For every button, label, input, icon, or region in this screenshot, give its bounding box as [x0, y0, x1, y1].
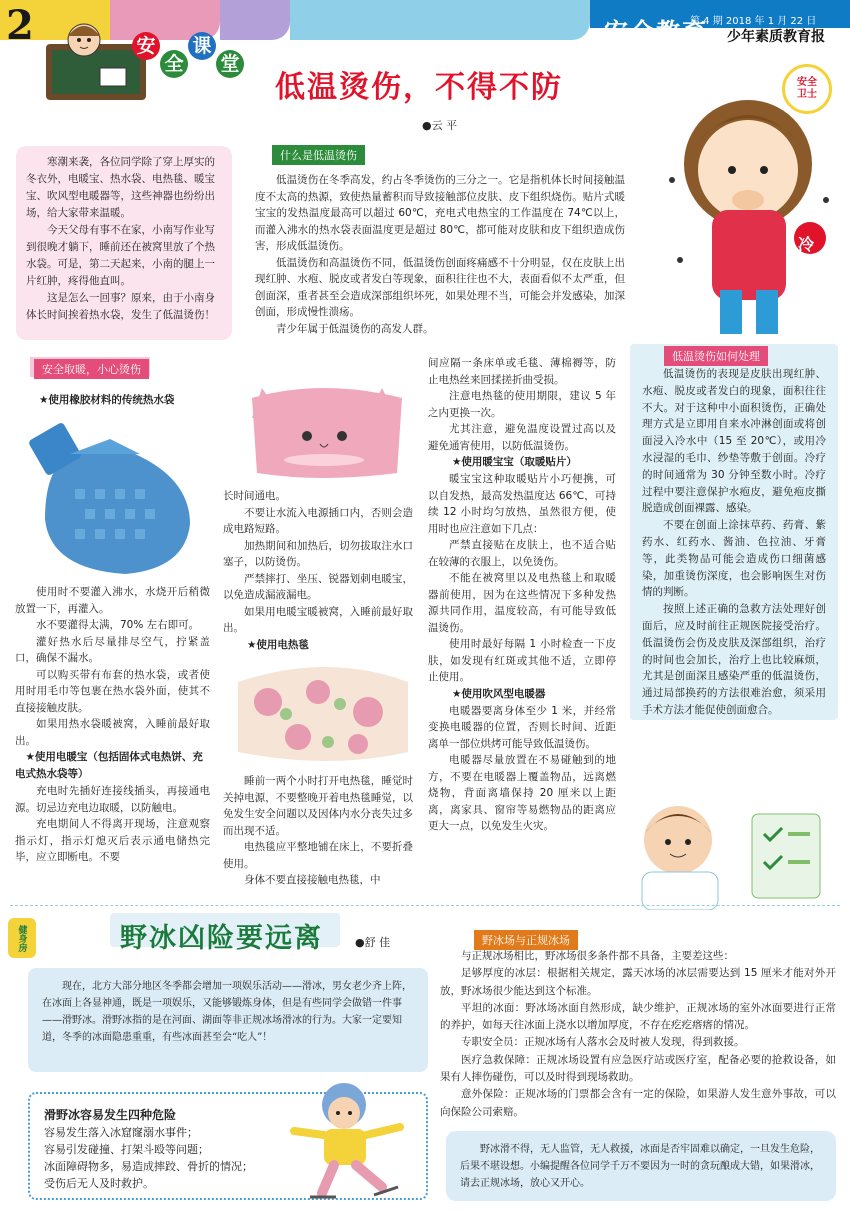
hot-water-bag-image — [15, 409, 210, 584]
danger-line: 受伤后无人及时救护。 — [44, 1177, 154, 1190]
article-title: 低温烫伤，不得不防 — [275, 70, 563, 105]
treatment-paragraph: 按照上述正确的急救方法处理好创面后，应及时前往正规医院接受治疗。低温烫伤会伤及皮肤及深部组织，治疗的时间也会加长，治疗上也比较麻烦，尤其是创面深且感染严重的低温烫伤，通过局部换药的方法很难治愈，须采用手术方法才能促使创面愈合。 — [642, 603, 826, 716]
fitness-side-text: 健身房 — [16, 924, 27, 952]
band-seg-blue — [290, 0, 590, 40]
treatment-box — [630, 344, 838, 720]
ice-article-title: 野冰凶险要远离 — [120, 923, 323, 954]
body-paragraph: 严禁摔打、坐压、锐器划刺电暖宝，以免造成漏液漏电。 — [223, 572, 413, 601]
safety-note-box — [446, 1131, 836, 1201]
danger-line: 容易引发碰撞、打架斗殴等问题； — [44, 1143, 209, 1156]
fitness-side-label — [8, 918, 36, 958]
body-paragraph: 低温烫伤和高温烫伤不同，低温烫伤创面疼痛感不十分明显，仅在皮肤上出现红肿、水疱、脱皮或者发白等现象，面积往往也不大，表面看似不太严重，但创面深，重者甚至会造成深部组织坏死，如果处理不当，可能会并发感染，加深创面，形成慢性溃疡。 — [255, 256, 625, 318]
intro-paragraph: 这是怎么一回事？原来，由于小南身体长时间挨着热水袋，发生了低温烫伤！ — [26, 292, 215, 321]
danger-line: 冰面障碍物多，易造成摔跤、骨折的情况； — [44, 1160, 253, 1173]
body-paragraph: 暖宝宝这种取暖贴片小巧便携，可以自发热，最高发热温度达 66℃，可持续 12 小时均匀放热，虽然很方便，使用时也应注意如下几点： — [428, 473, 616, 535]
column-2-bottom — [223, 773, 413, 889]
body-paragraph: 使用时不要灌入沸水，水烧开后稍微放置一下，再灌入。 — [15, 586, 210, 615]
column-2-top — [223, 488, 413, 654]
body-paragraph: 睡前一两个小时打开电热毯，睡觉时关掉电源，不要整晚开着电热毯睡觉，以免发生安全问题以及因体内水分丧失过多而出现不适。 — [223, 775, 413, 837]
compare-paragraph: 足够厚度的冰层：根据相关规定，露天冰场的冰层需要达到 15 厘米才能对外开放，野冰场很少能达到这个标准。 — [440, 967, 836, 997]
compare-paragraph: 意外保险：正规冰场的门票都会含有一定的保险，如果游人发生意外事故，可以向保险公司索赔。 — [440, 1088, 836, 1118]
issue-date: 第 4 期 2018 年 1 月 22 日 — [690, 16, 817, 27]
body-paragraph: 青少年属于低温烫伤的高发人群。 — [276, 322, 434, 335]
section-divider — [10, 905, 840, 906]
sub-heading: ★使用电热毯 — [247, 638, 309, 651]
body-paragraph: 电热毯应平整地铺在床上，不要折叠使用。 — [223, 841, 413, 870]
column-logo — [40, 10, 260, 110]
body-paragraph: 如果用电暖宝暖被窝，入睡前最好取出。 — [223, 605, 413, 634]
body-paragraph: 灌好热水后尽量排尽空气，拧紧盖口，确保不漏水。 — [15, 635, 210, 664]
body-paragraph: 不能在被窝里以及电热毯上和取暖器前使用，因为在这些情况下多种发热源共同作用，温度较高，有可能导致低温烫伤。 — [428, 572, 616, 634]
body-paragraph: 充电期间人不得离开现场，注意观察指示灯，指示灯熄灭后表示通电储热完毕，应立即断电。不要 — [15, 818, 210, 863]
safety-note-text: 野冰滑不得，无人监管，无人救援，冰面是否牢固难以确定，一旦发生危险，后果不堪设想。小编提醒各位同学千万不要因为一时的贪玩酿成大错，如果滑冰，请去正规冰场，放心又开心。 — [460, 1144, 820, 1189]
body-paragraph: 尤其注意，避免温度设置过高以及避免通宵使用，以防低温烫伤。 — [428, 423, 616, 452]
column-char-4: 堂 — [216, 50, 244, 78]
electric-warmer-image — [232, 378, 412, 483]
body-paragraph: 可以购买带有布套的热水袋，或者使用时用毛巾等包裹在热水袋外面，使其不直接接触皮肤。 — [15, 668, 210, 714]
ice-article-byline: ●舒 佳 — [355, 936, 391, 949]
column-char-2: 全 — [160, 50, 188, 78]
danger-line: 容易发生落入冰窟窿溺水事件； — [44, 1126, 198, 1139]
treatment-paragraph: 不要在创面上涂抹草药、药膏、紫药水、红药水、酱油、色拉油、牙膏等，此类物品可能会造成伤口细菌感染，加重烫伤深度，也会影响医生对伤情的判断。 — [642, 519, 826, 599]
column-3 — [428, 355, 616, 835]
column-char-1: 安 — [132, 32, 160, 60]
compare-paragraph: 与正规冰场相比，野冰场很多条件都不具备，主要差这些： — [461, 950, 734, 962]
section-badge-compare: 野冰场与正规冰场 — [474, 930, 578, 950]
column-char-3: 课 — [188, 32, 216, 60]
doctor-illustration — [628, 790, 840, 910]
ice-intro-paragraph: 现在，北方大部分地区冬季都会增加一项娱乐活动——滑冰，男女老少齐上阵，在冰面上各显神通，既是一项娱乐，又能够锻炼身体，但是有些同学会做错一件事——滑野冰。滑野冰指的是在河面、湖面等非正规冰场滑冰的行为。大家一定要知道，冬季的冰面隐患重重，有些冰面甚至会“吃人”！ — [42, 981, 412, 1043]
safety-guard-text: 安全卫士 — [797, 77, 817, 100]
body-paragraph: 电暖器要离身体至少 1 米，并经常变换电暖器的位置，否则长时间、近距离单一部位烘烤可能导致低温烫伤。 — [428, 704, 616, 750]
body-paragraph: 注意电热毯的使用期限，建议 5 年之内更换一次。 — [428, 390, 616, 419]
column-1 — [15, 392, 210, 866]
cold-char-bubble: 冷 — [798, 235, 815, 254]
compare-paragraph: 专职安全员：正规冰场有人落水会及时被人发现，得到救援。 — [461, 1036, 745, 1049]
treatment-paragraph: 低温烫伤的表现是皮肤出现红肿、水疱、脱皮或者发白的现象，面积往往不大。对于这种中小面积烫伤，正确处理方式是立即用自来水冲淋创面或将创面浸入冷水中（15 至 20℃），或用冷水浸湿的毛巾、纱垫等敷于创面。冷疗的时间通常为 30 分钟至数小时。冷疗过程中要注意保护水疱皮，避免疱皮撕脱造成创面裸露、感染。 — [642, 368, 826, 515]
article-byline: ●云 平 — [422, 119, 458, 132]
body-paragraph: 长时间通电。 — [223, 490, 286, 502]
cold-girl-illustration — [660, 60, 840, 340]
skater-illustration — [282, 1075, 422, 1205]
sub-heading: ★使用吹风型电暖器 — [452, 687, 546, 700]
body-paragraph: 充电时先插好连接线插头，再接通电源。切忌边充电边取暖，以防触电。 — [15, 785, 210, 814]
ice-compare-text — [440, 948, 836, 1121]
section-badge-warm: 安全取暖，小心烫伤 — [34, 359, 149, 379]
sub-heading: ★使用橡胶材料的传统热水袋 — [39, 394, 175, 406]
compare-paragraph: 平坦的冰面：野冰场冰面自然形成，缺少维护，正规冰场的室外冰面要进行正常的养护，如每天往冰面上浇水以增加厚度，不存在疙疙瘩瘩的情况。 — [440, 1001, 836, 1032]
electric-blanket-image — [228, 652, 418, 770]
body-paragraph: 水不要灌得太满，70% 左右即可。 — [36, 619, 200, 631]
intro-paragraph: 今天父母有事不在家，小南写作业写到很晚才躺下，睡前还在被窝里放了个热水袋。可是，第二天起来，小南的腿上一片红肿，疼得他直叫。 — [26, 224, 215, 287]
body-paragraph: 如果用热水袋暖被窝，入睡前最好取出。 — [15, 718, 210, 747]
page-number: 2 — [6, 2, 34, 49]
body-paragraph: 加热期间和加热后，切勿拔取注水口塞子，以防烫伤。 — [223, 539, 413, 568]
sub-heading: ★使用电暖宝（包括固体式电热饼、充电式热水袋等） — [15, 751, 203, 780]
section-badge-treatment: 低温烫伤如何处理 — [664, 346, 768, 366]
body-paragraph: 低温烫伤在冬季高发，约占冬季烫伤的三分之一。它是指机体长时间接触温度不太高的热源，致使热量蓄积而导致接触部位皮肤、皮下组织烧伤。贴片式暖宝宝的发热温度最高可以超过 60℃，充电式电热宝的工作温度在 74℃以上，而灌入沸水的热水袋表面温度更是超过 80℃，都可能对皮肤和皮下组织造成伤害，形成低温烫伤。 — [255, 174, 625, 252]
what-is-text — [255, 172, 625, 337]
paper-name: 少年素质教育报 — [727, 29, 825, 45]
body-paragraph: 电暖器尽量放置在不易碰触到的地方，不要在电暖器上覆盖物品，远离燃烧物，背面离墙保持 20 厘米以上距离，离家具、窗帘等易燃物品的距离应更大一点，以免发生火灾。 — [428, 754, 616, 832]
safety-guard-badge — [782, 64, 832, 114]
ice-intro-box — [28, 968, 428, 1072]
sub-heading: ★使用暖宝宝（取暖贴片） — [452, 456, 577, 468]
intro-paragraph: 寒潮来袭，各位同学除了穿上厚实的冬衣外，电暖宝、热水袋、电热毯、暖宝宝、吹风型电暖器等，这些神器也纷纷出场，给大家带来温暖。 — [26, 156, 215, 219]
body-paragraph: 间应隔一条床单或毛毯、薄棉褥等，防止电热丝来回揉搓折曲受损。 — [428, 357, 616, 386]
intro-story-box — [16, 146, 232, 340]
body-paragraph: 使用时最好每隔 1 小时检查一下皮肤，如发现有红斑或其他不适，立即停止使用。 — [428, 638, 616, 683]
section-badge-what-is: 什么是低温烫伤 — [272, 145, 365, 165]
compare-paragraph: 医疗急救保障：正规冰场设置有应急医疗站或医疗室，配备必要的抢救设备，如果有人摔伤碰伤，可以及时得到现场救助。 — [440, 1053, 836, 1084]
masthead-title: 安全教育 — [604, 18, 708, 46]
danger-title: 滑野冰容易发生四种危险 — [44, 1108, 177, 1122]
body-paragraph: 不要让水流入电源插口内，否则会造成电路短路。 — [223, 506, 413, 535]
body-paragraph: 严禁直接贴在皮肤上，也不适合贴在较薄的衣服上，以免烫伤。 — [428, 539, 616, 568]
body-paragraph: 身体不要直接接触电热毯，中 — [244, 874, 381, 886]
